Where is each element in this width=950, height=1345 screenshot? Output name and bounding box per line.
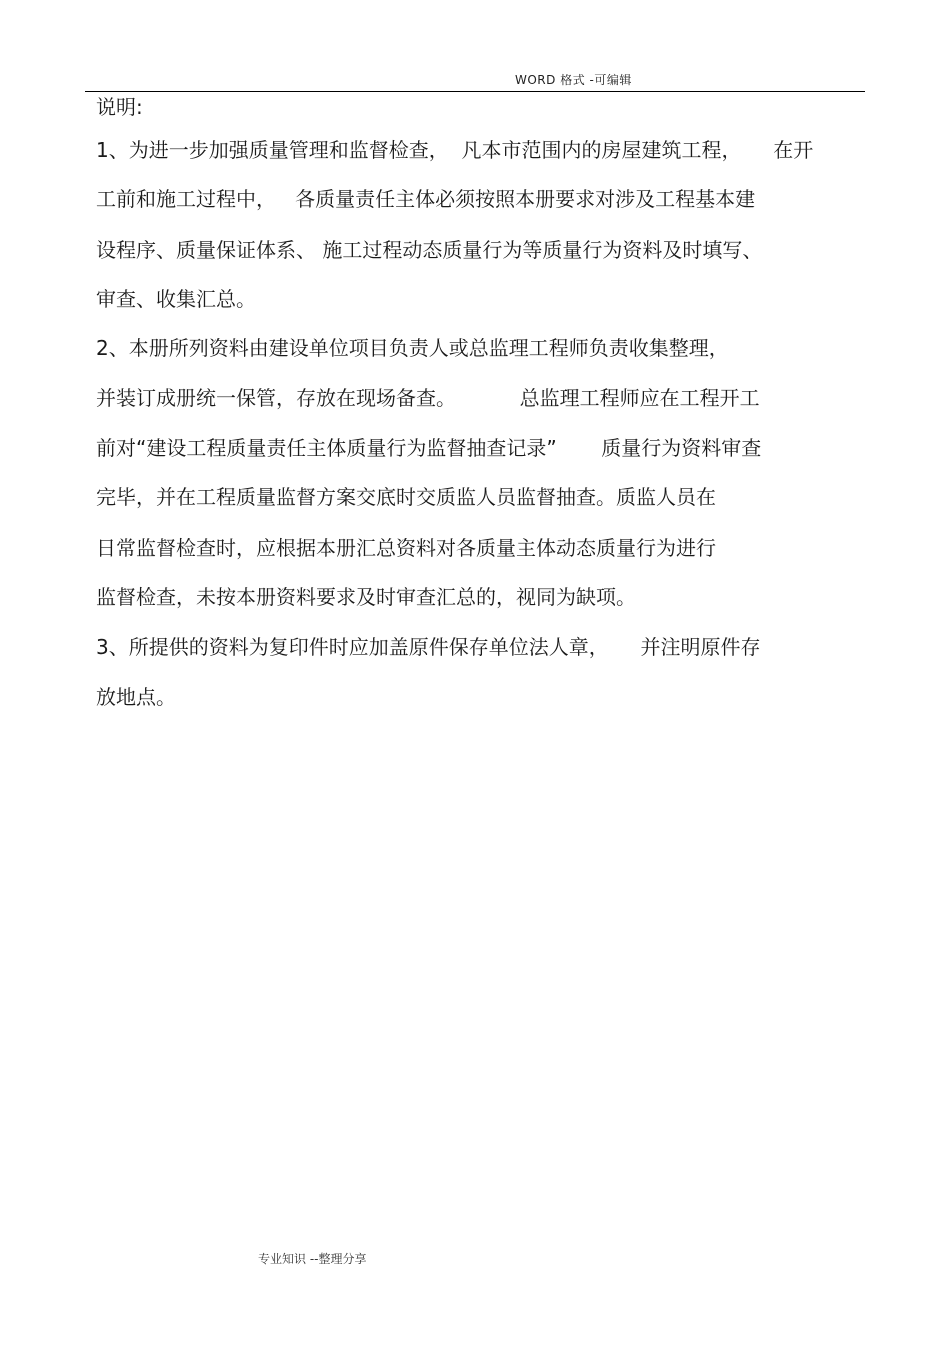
paragraph-line-7: 前对“建设工程质量责任主体质量行为监督抽查记录” 质量行为资料审查 xyxy=(96,436,762,460)
page-footer: 专业知识 --整理分享 xyxy=(258,1252,367,1266)
header-divider xyxy=(85,91,865,92)
paragraph-line-11: 3、所提供的资料为复印件时应加盖原件保存单位法人章， 并注明原件存 xyxy=(96,635,761,659)
paragraph-line-2: 工前和施工过程中， 各质量责任主体必须按照本册要求对涉及工程基本建 xyxy=(96,187,756,211)
paragraph-line-8: 完毕，并在工程质量监督方案交底时交质监人员监督抽查。质监人员在 xyxy=(96,485,716,509)
paragraph-line-10: 监督检查，未按本册资料要求及时审查汇总的，视同为缺项。 xyxy=(96,585,636,609)
page-header: WORD 格式 -可编辑 xyxy=(515,73,632,87)
section-heading: 说明: xyxy=(96,95,143,119)
paragraph-line-5: 2、本册所列资料由建设单位项目负责人或总监理工程师负责收集整理， xyxy=(96,336,729,360)
paragraph-line-1: 1、为进一步加强质量管理和监督检查， 凡本市范围内的房屋建筑工程， 在开 xyxy=(96,138,814,162)
paragraph-line-9: 日常监督检查时，应根据本册汇总资料对各质量主体动态质量行为进行 xyxy=(96,536,716,560)
paragraph-line-4: 审查、收集汇总。 xyxy=(96,287,256,311)
paragraph-line-3: 设程序、质量保证体系、 施工过程动态质量行为等质量行为资料及时填写、 xyxy=(96,238,763,262)
paragraph-line-12: 放地点。 xyxy=(96,685,176,709)
paragraph-line-6: 并装订成册统一保管，存放在现场备查。 总监理工程师应在工程开工 xyxy=(96,386,760,410)
